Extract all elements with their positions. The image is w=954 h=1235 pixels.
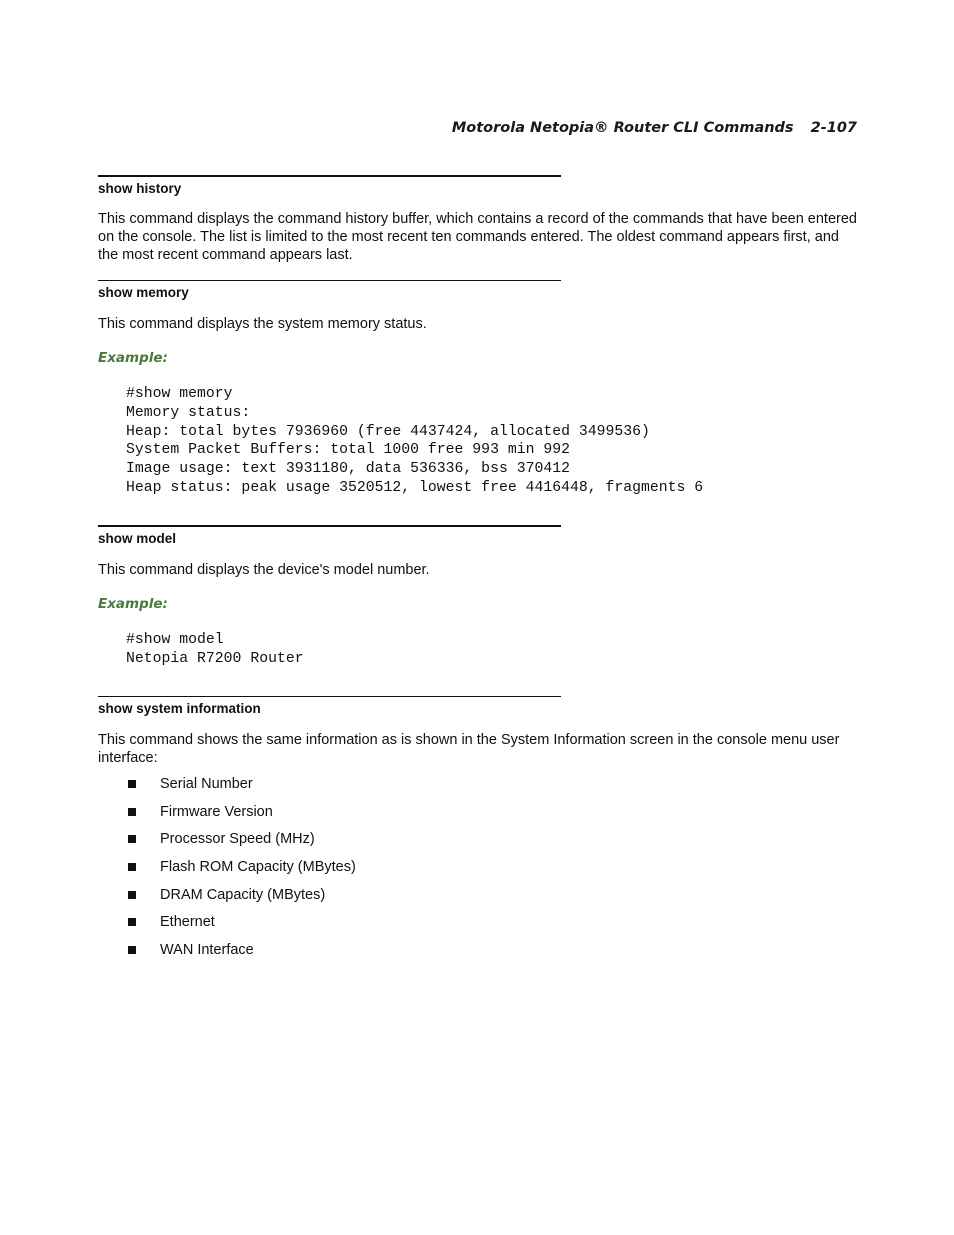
section-show-history [98, 175, 858, 264]
section-description: This command displays the command history buffer, which contains a record of the commands that have been entered on the console. The list is limited to the most recent ten commands entered. The oldest command appears first, and the most recent command appears last. [98, 211, 857, 263]
section-divider [98, 280, 561, 281]
section-description: This command displays the system memory status. [98, 316, 427, 332]
list-item [98, 886, 858, 914]
section-title: show history [98, 181, 182, 196]
list-item [98, 830, 858, 858]
square-bullet-icon [128, 946, 136, 954]
section-description: This command shows the same information as is shown in the System Information screen in the console menu user interface: [98, 732, 840, 766]
example-label: Example: [98, 350, 168, 366]
square-bullet-icon [128, 835, 136, 843]
square-bullet-icon [128, 808, 136, 816]
page-header [452, 120, 857, 136]
code-example: #show memory Memory status: Heap: total bytes 7936960 (free 4437424, allocated 3499536) System Packet Buffers: total 1000 free 993 min 992 Image usage: text 3931180, data 536336, bss 370412 Heap status: peak usage 3520512, lowest free 4416448, fragments 6 [126, 386, 704, 496]
square-bullet-icon [128, 780, 136, 788]
section-title: show model [98, 531, 177, 546]
section-title: show memory [98, 285, 189, 300]
list-item [98, 913, 858, 941]
list-item [98, 803, 858, 831]
list-item-label: Flash ROM Capacity (MBytes) [160, 859, 356, 876]
list-item-label: DRAM Capacity (MBytes) [160, 886, 326, 903]
list-item [98, 941, 858, 969]
list-item-label: WAN Interface [160, 942, 254, 959]
list-item-label: Processor Speed (MHz) [160, 831, 315, 848]
section-description: This command displays the device's model number. [98, 562, 430, 578]
list-item [98, 775, 858, 803]
list-item-label: Firmware Version [160, 803, 273, 820]
section-show-model [98, 525, 858, 669]
page-number: 2-107 [810, 120, 857, 136]
example-label: Example: [98, 596, 168, 612]
list-item-label: Ethernet [160, 914, 215, 931]
list-item [98, 858, 858, 886]
square-bullet-icon [128, 891, 136, 899]
square-bullet-icon [128, 918, 136, 926]
code-example: #show model Netopia R7200 Router [126, 632, 304, 667]
list-item-label: Serial Number [160, 776, 253, 792]
info-item-list [98, 775, 858, 969]
running-header-title: Motorola Netopia® Router CLI Commands [451, 120, 794, 136]
section-divider [98, 696, 561, 697]
section-show-memory [98, 280, 858, 498]
section-title: show system information [98, 701, 261, 716]
square-bullet-icon [128, 863, 136, 871]
section-divider [98, 175, 561, 177]
section-show-system-information [98, 696, 858, 969]
section-divider [98, 525, 561, 527]
